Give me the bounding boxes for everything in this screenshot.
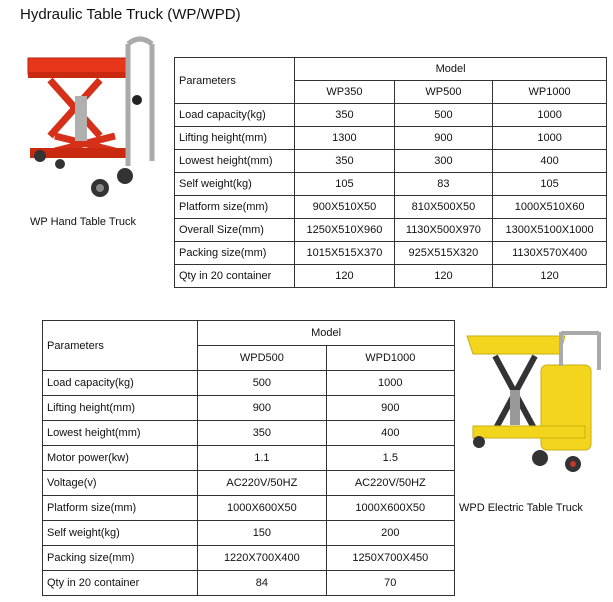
cell-value: 1300 xyxy=(295,127,394,150)
table-row xyxy=(43,371,455,396)
cell-value: 810X500X50 xyxy=(394,196,493,219)
cell-value: AC220V/50HZ xyxy=(326,471,454,496)
cell-value: 1250X510X960 xyxy=(295,219,394,242)
cell-value: 900 xyxy=(198,396,326,421)
cell-value: 1130X500X970 xyxy=(394,219,493,242)
page-title: Hydraulic Table Truck (WP/WPD) xyxy=(20,6,241,23)
cell-value: 400 xyxy=(326,421,454,446)
cell-value: 500 xyxy=(394,104,493,127)
wpd-truck-image xyxy=(465,330,610,480)
table-row xyxy=(175,242,607,265)
params-header: Parameters xyxy=(43,321,198,371)
table-row xyxy=(43,471,455,496)
cell-value: 84 xyxy=(198,571,326,596)
row-label: Lifting height(mm) xyxy=(43,396,198,421)
cell-value: 150 xyxy=(198,521,326,546)
cell-value: 105 xyxy=(493,173,607,196)
table-row xyxy=(175,150,607,173)
table-row xyxy=(175,265,607,288)
table-row xyxy=(175,173,607,196)
cell-value: 500 xyxy=(198,371,326,396)
cell-value: 70 xyxy=(326,571,454,596)
table-row xyxy=(43,421,455,446)
cell-value: 1000X600X50 xyxy=(198,496,326,521)
table-row xyxy=(175,219,607,242)
model-header: Model xyxy=(198,321,455,346)
cell-value: 900 xyxy=(326,396,454,421)
table-row xyxy=(175,104,607,127)
wp-spec-table xyxy=(174,57,607,288)
cell-value: 120 xyxy=(493,265,607,288)
cell-value: 200 xyxy=(326,521,454,546)
row-label: Packing size(mm) xyxy=(175,242,295,265)
row-label: Self weight(kg) xyxy=(175,173,295,196)
cell-value: 900X510X50 xyxy=(295,196,394,219)
table-row xyxy=(43,446,455,471)
cell-value: 83 xyxy=(394,173,493,196)
wp-truck-image xyxy=(20,36,160,206)
cell-value: 900 xyxy=(394,127,493,150)
cell-value: 120 xyxy=(394,265,493,288)
row-label: Self weight(kg) xyxy=(43,521,198,546)
table-row xyxy=(43,496,455,521)
cell-value: 1015X515X370 xyxy=(295,242,394,265)
cell-value: 1000 xyxy=(326,371,454,396)
cell-value: 1.1 xyxy=(198,446,326,471)
row-label: Motor power(kw) xyxy=(43,446,198,471)
row-label: Qty in 20 container xyxy=(175,265,295,288)
cell-value: 925X515X320 xyxy=(394,242,493,265)
row-label: Load capacity(kg) xyxy=(175,104,295,127)
model-name: WP1000 xyxy=(493,81,607,104)
cell-value: 1000 xyxy=(493,127,607,150)
cell-value: 105 xyxy=(295,173,394,196)
row-label: Platform size(mm) xyxy=(175,196,295,219)
cell-value: 1.5 xyxy=(326,446,454,471)
row-label: Lowest height(mm) xyxy=(175,150,295,173)
cell-value: 350 xyxy=(295,104,394,127)
model-name: WPD500 xyxy=(198,346,326,371)
cell-value: 1000X510X60 xyxy=(493,196,607,219)
cell-value: 400 xyxy=(493,150,607,173)
model-header: Model xyxy=(295,58,607,81)
table-row xyxy=(43,546,455,571)
model-name: WPD1000 xyxy=(326,346,454,371)
wpd-spec-table xyxy=(42,320,455,596)
params-header: Parameters xyxy=(175,58,295,104)
cell-value: 1220X700X400 xyxy=(198,546,326,571)
cell-value: AC220V/50HZ xyxy=(198,471,326,496)
row-label: Lowest height(mm) xyxy=(43,421,198,446)
model-name: WP350 xyxy=(295,81,394,104)
wpd-caption: WPD Electric Table Truck xyxy=(459,502,583,514)
cell-value: 1300X5100X1000 xyxy=(493,219,607,242)
cell-value: 300 xyxy=(394,150,493,173)
row-label: Qty in 20 container xyxy=(43,571,198,596)
model-name: WP500 xyxy=(394,81,493,104)
cell-value: 350 xyxy=(198,421,326,446)
cell-value: 1000 xyxy=(493,104,607,127)
table-row xyxy=(43,521,455,546)
cell-value: 350 xyxy=(295,150,394,173)
cell-value: 1000X600X50 xyxy=(326,496,454,521)
row-label: Packing size(mm) xyxy=(43,546,198,571)
row-label: Platform size(mm) xyxy=(43,496,198,521)
cell-value: 1130X570X400 xyxy=(493,242,607,265)
cell-value: 120 xyxy=(295,265,394,288)
table-row xyxy=(175,196,607,219)
table-row xyxy=(43,396,455,421)
wp-caption: WP Hand Table Truck xyxy=(30,216,136,228)
row-label: Load capacity(kg) xyxy=(43,371,198,396)
row-label: Overall Size(mm) xyxy=(175,219,295,242)
row-label: Voltage(v) xyxy=(43,471,198,496)
row-label: Lifting height(mm) xyxy=(175,127,295,150)
table-row xyxy=(175,127,607,150)
cell-value: 1250X700X450 xyxy=(326,546,454,571)
table-row xyxy=(43,571,455,596)
